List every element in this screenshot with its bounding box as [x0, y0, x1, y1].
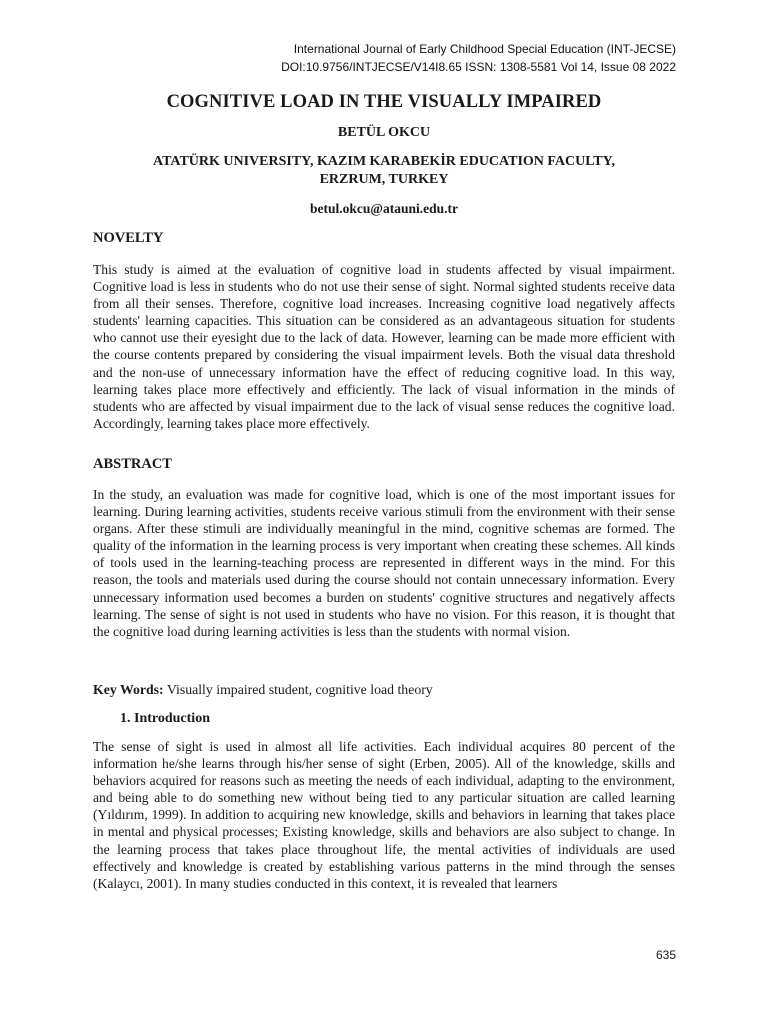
keywords-text: Visually impaired student, cognitive load theory: [163, 682, 433, 697]
novelty-paragraph: This study is aimed at the evaluation of cognitive load in students affected by visual impairment. Cognitive load is less in students who do not use their sense of sight. Normal sighted students receive data from all their senses. Therefore, cognitive load increases. Increasing cognitive load negatively affects students' learning capacities. This situation can be considered as an advantageous situation for students who cannot use their eyesight due to the lack of data. However, learning can be made more efficient with the course contents prepared by considering the visual impairment levels. Both the visual data threshold and the non-use of unnecessary information have the effect of reducing cognitive load. In this way, learning takes place more effectively and efficiently. The lack of visual information in the minds of students who are affected by visual impairment due to the lack of visual sense reduces the cognitive load. Accordingly, learning takes place more effectively.: [93, 262, 675, 431]
keywords-line: [93, 682, 433, 698]
paper-title: COGNITIVE LOAD IN THE VISUALLY IMPAIRED: [166, 92, 602, 112]
introduction-paragraph: The sense of sight is used in almost all life activities. Each individual acquires 80 percent of the information he/she learns through his/her sense of sight (Erben, 2005). All of the knowledge, skills and behaviors acquired for reasons such as meeting the needs of each individual, adapting to the environment, and being able to do something new without being tied to any particular situation are called learning (Yıldırım, 1999). In addition to acquiring new knowledge, skills and behaviors in learning that takes place in mental and physical processes; Existing knowledge, skills and behaviors are also subject to change. In the learning process that takes place throughout life, the mental activities of individuals are used effectively and knowledge is created by establishing various patterns in the mind through the senses (Kalaycı, 2001). In many studies conducted in this context, it is revealed that learners: [93, 739, 675, 891]
author-name: BETÜL OKCU: [337, 125, 431, 140]
affiliation-line-2: ERZRUM, TURKEY: [319, 172, 449, 187]
abstract-heading: ABSTRACT: [93, 456, 172, 472]
abstract-paragraph: In the study, an evaluation was made for cognitive load, which is one of the most important issues for learning. During learning activities, students receive various stimuli from the environment with their sense organs. After these stimuli are individually meaningful in the mind, cognitive schemas are formed. The quality of the information in the learning process is very important when creating these schemes. All kinds of tools used in the learning-teaching process are represented in different ways in the mind. For this reason, the tools and materials used during the course should not contain unnecessary information. Every unnecessary information used becomes a burden on students' cognitive structures and negatively affects learning. The sense of sight is not used in students who have no vision. For this reason, it is thought that the cognitive load during learning activities is less than the students with normal vision.: [93, 487, 675, 639]
keywords-label: Key Words:: [93, 682, 164, 697]
journal-header: [281, 40, 676, 76]
affiliation: [0, 153, 768, 189]
affiliation-line-1: ATATÜRK UNIVERSITY, KAZIM KARABEKİR EDUCATION FACULTY,: [153, 154, 615, 169]
journal-name: International Journal of Early Childhood Special Education (INT-JECSE): [293, 42, 676, 56]
novelty-heading: NOVELTY: [93, 230, 164, 246]
page-number: 635: [655, 948, 676, 962]
author-email: betul.okcu@atauni.edu.tr: [310, 201, 458, 216]
doi-line: DOI:10.9756/INTJECSE/V14I8.65 ISSN: 1308-5581 Vol 14, Issue 08 2022: [281, 60, 676, 74]
introduction-heading: 1. Introduction: [120, 711, 210, 726]
